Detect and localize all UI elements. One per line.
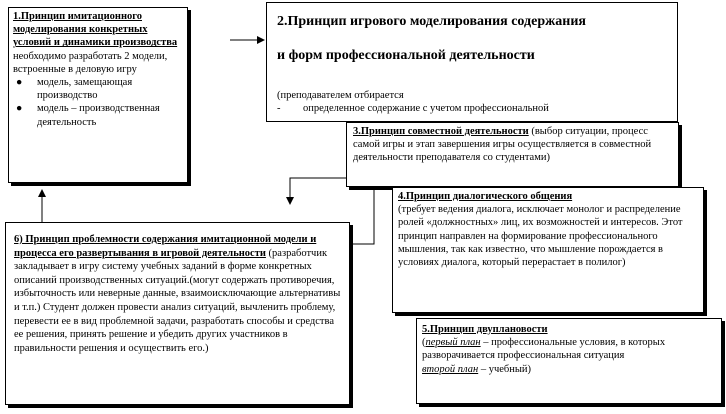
principle-4-title: 4.Принцип диалогического общения	[398, 191, 573, 202]
principle-4-text: (требует ведения диалога, исключает монолог и распределение ролей «должностных» лиц, их возможностей и интересов. Этот принцип направлен на формирование профессионального мышления, так как известно, что мышление порождается в условиях диалога, который перерастает в полилог)	[398, 204, 683, 269]
principle-5-plan-1-label: первый план	[425, 337, 481, 349]
bullet-text: модель, замещающая производство	[37, 77, 133, 102]
principle-1-text: необходимо разработать 2 модели, встроенные в деловую игру	[13, 50, 168, 75]
principle-5-box	[416, 318, 722, 404]
principle-1-bullet-2	[13, 102, 183, 128]
dash-text: определенное содержание с учетом профессиональной	[303, 103, 549, 115]
bullet-text: модель – производственная деятельность	[37, 103, 160, 128]
principle-3-box	[346, 122, 679, 187]
principle-2-box	[266, 2, 678, 122]
principle-5-plan-1-text: – профессиональные условия, в которых разворачивается профессиональная ситуация	[422, 337, 666, 362]
principle-6-text: (разработчик закладывает в игру систему учебных заданий в форме конкретных описаний производственных ситуаций.(могут содержать противоречия, избыточность или неверные данные, взаимоисключающие альтернативы и т.п.) Студент должен провести анализ ситуаций, вычленить проблему, перевести ее в вид проблемной задачи, разработать способы и средства ее решения, принять решение и убедить других участников в правильности решения и осуществить его.)	[14, 247, 341, 354]
principle-5-title: 5.Принцип двуплановости	[422, 324, 548, 335]
principle-6-box	[5, 222, 350, 405]
principle-6-title: 6) Принцип проблемности содержания имитационной модели и процесса его развертывания в игровой деятельности	[14, 234, 317, 259]
principle-3-title: 3.Принцип совместной деятельности	[353, 126, 529, 137]
bullet-icon: ●	[16, 103, 23, 115]
principle-2-text: (преподавателем отбирается	[277, 90, 404, 101]
principle-1-bullet-1	[13, 76, 183, 102]
principle-1-title: 1.Принцип имитационного моделирования конкретных условий и динамики производства	[13, 11, 178, 49]
principle-2-title-line-2: и форм профессиональной деятельности	[277, 48, 535, 63]
dash-marker: -	[277, 103, 281, 115]
principle-3-text: (выбор ситуации, процесс самой игры и этап завершения игры осуществляется в совместной деятельности преподавателя со студентами)	[353, 126, 652, 164]
principle-5-open-paren: (	[422, 337, 426, 349]
principle-1-box	[8, 7, 188, 183]
bullet-icon: ●	[16, 77, 23, 89]
principle-4-box	[392, 187, 704, 313]
principle-5-plan-2-label: второй план	[422, 363, 479, 375]
principle-5-plan-2-text: – учебный)	[478, 363, 532, 375]
principle-2-title-line-1: 2.Принцип игрового моделирования содержания	[277, 14, 586, 29]
principle-2-dash-item	[277, 102, 667, 115]
